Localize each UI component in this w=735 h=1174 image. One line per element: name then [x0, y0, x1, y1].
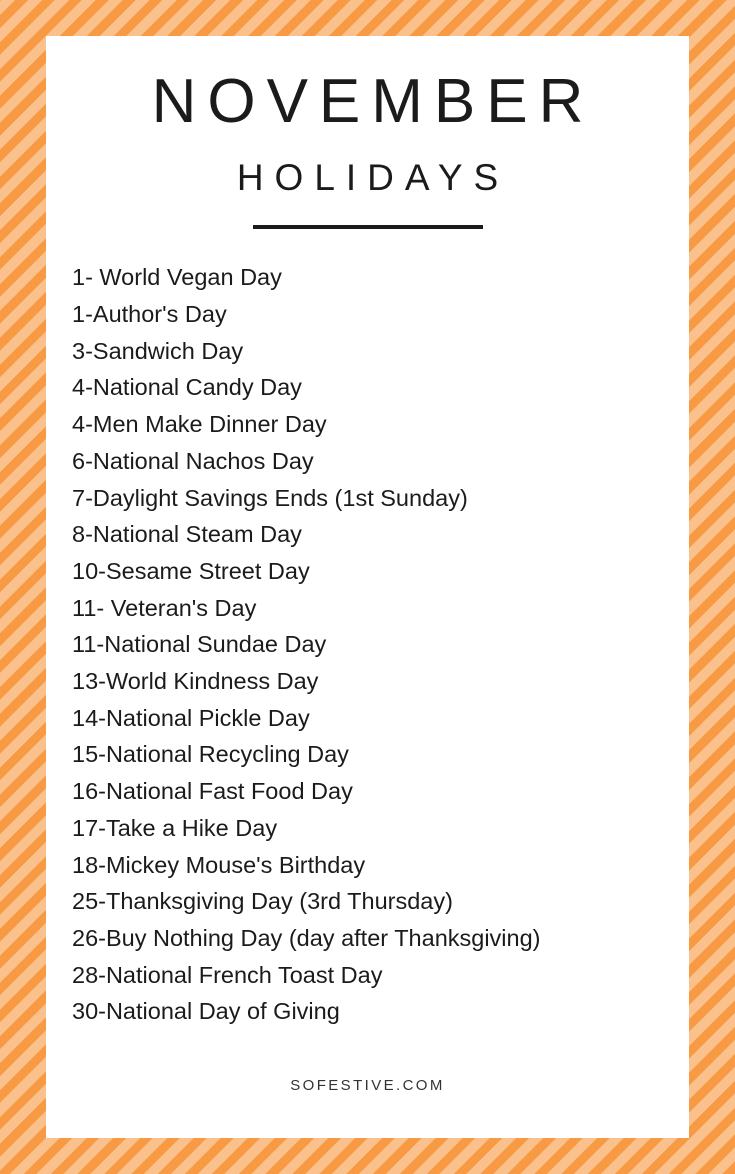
list-item: 15-National Recycling Day: [72, 741, 349, 768]
list-item: 6-National Nachos Day: [72, 447, 314, 474]
list-item: 26-Buy Nothing Day (day after Thanksgiving): [72, 924, 541, 951]
list-item: 14-National Pickle Day: [72, 704, 310, 731]
page-title: NOVEMBER: [151, 67, 595, 136]
list-item: 11-National Sundae Day: [72, 631, 327, 658]
list-item: 4-National Candy Day: [72, 374, 302, 401]
list-item: 28-National French Toast Day: [72, 961, 383, 988]
list-item: 7-Daylight Savings Ends (1st Sunday): [72, 484, 468, 511]
list-item: 11- Veteran's Day: [72, 594, 257, 621]
list-item: 8-National Steam Day: [72, 521, 302, 548]
list-item: 1- World Vegan Day: [72, 264, 282, 291]
page-subtitle: HOLIDAYS: [236, 157, 510, 199]
holiday-list: [46, 259, 689, 1030]
list-item: 4-Men Make Dinner Day: [72, 411, 327, 438]
list-item: 1-Author's Day: [72, 301, 227, 327]
list-item: 17-Take a Hike Day: [72, 814, 278, 841]
list-item: 13-World Kindness Day: [72, 668, 319, 695]
list-item: 16-National Fast Food Day: [72, 778, 353, 805]
list-item: 10-Sesame Street Day: [72, 557, 310, 584]
footer-source: SOFESTIVE.COM: [290, 1077, 445, 1094]
list-item: 30-National Day of Giving: [72, 998, 340, 1025]
poster-card: [46, 36, 689, 1138]
list-item: 3-Sandwich Day: [72, 337, 244, 364]
title-divider: [253, 225, 483, 229]
list-item: 25-Thanksgiving Day (3rd Thursday): [72, 888, 453, 915]
list-item: 18-Mickey Mouse's Birthday: [72, 851, 366, 878]
